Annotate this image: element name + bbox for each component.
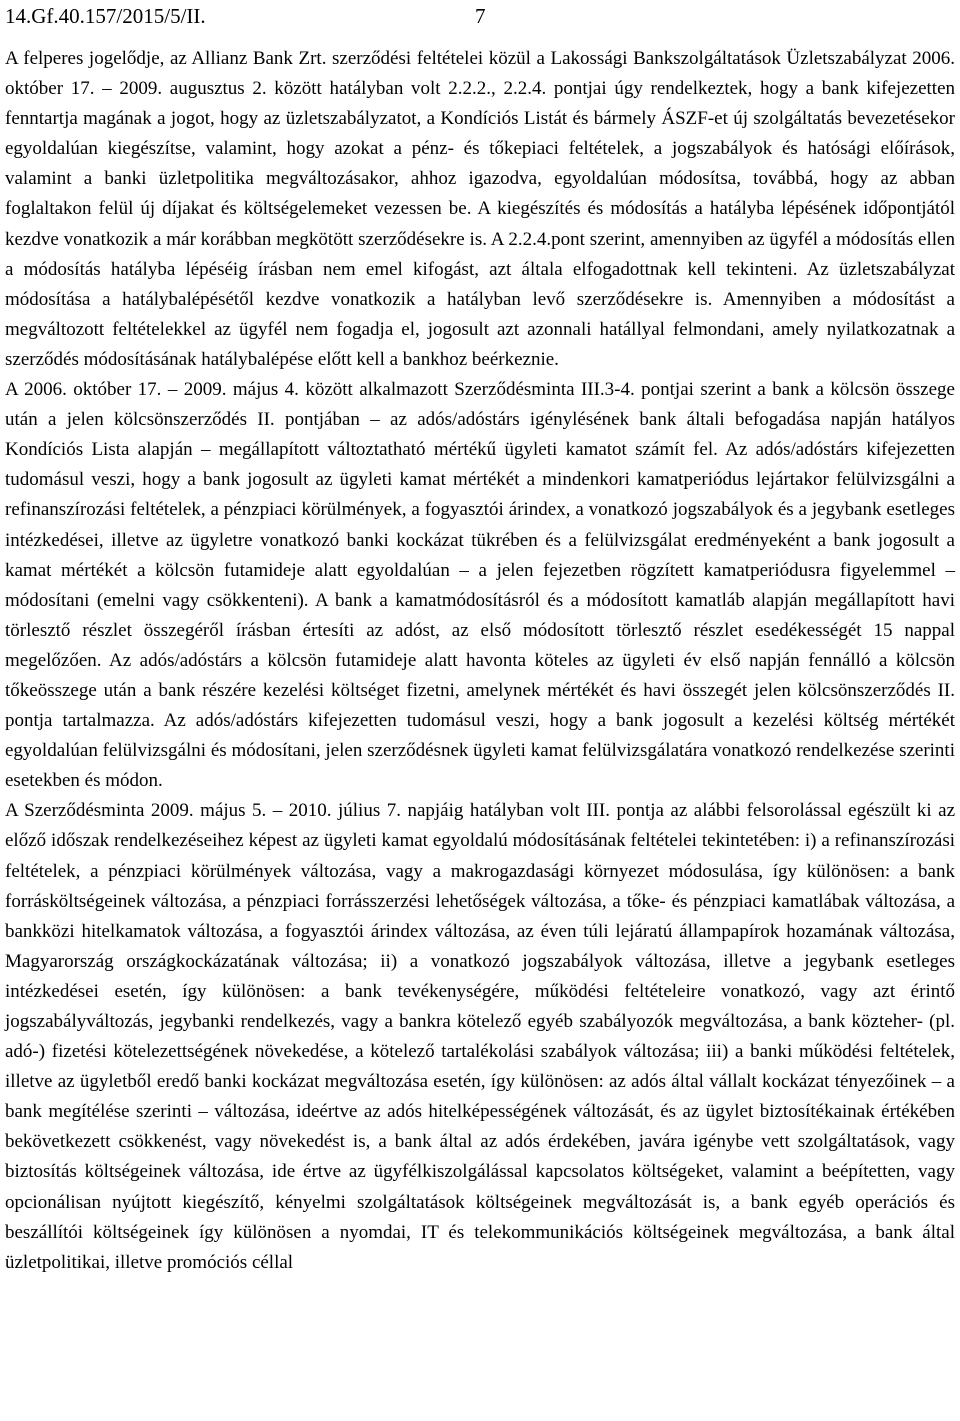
paragraph: A Szerződésminta 2009. május 5. – 2010. július 7. napjáig hatályban volt III. pontja az alábbi felsorolással egészült ki az előző időszak rendelkezéseihez képest az ügyleti kamat egyoldalú módosításának feltételei tekintetében: i) a refinanszírozási feltételek, a pénzpiaci körülmények változása, vagy a makrogazdasági környezet módosulása, így különösen: a bank forrásköltségeinek változása, a pénzpiaci forrásszerzési lehetőségek változása, a tőke- és pénzpiaci kamatlábak változása, a bankközi hitelkamatok változása, a fogyasztói árindex változása, az éven túli lejáratú állampapírok hozamának változása, Magyarország országkockázatának változása; ii) a vonatkozó jogszabályok változása, illetve a jegybank esetleges intézkedései esetén, így különösen: a bank tevékenységére, működési feltételeire vonatkozó, vagy azt érintő jogszabályváltozás, jegybanki rendelkezés, vagy a bankra kötelező egyéb szabályozók megváltozása, a bank közteher- (pl. adó-) fizetési kötelezettségének növekedése, a kötelező tartalékolási szabályok változása; iii) a banki működési feltételek, illetve az ügyletből eredő banki kockázat megváltozása esetén, így különösen: az adós által vállalt kockázat tényezőinek – a bank megítélése szerinti – változása, ideértve az adós hitelképességének változását, és az ügylet biztosítékainak értékében bekövetkezett csökkenést, vagy növekedést is, a bank által az adós érdekében, javára igénybe vett szolgáltatások, vagy biztosítás költségeinek változása, ide értve az ügyfélkiszolgálással kapcsolatos költségeket, valamint a beépítetten, vagy opcionálisan nyújtott kiegészítő, kényelmi szolgáltatások költségeinek megváltozását is, a bank egyéb operációs és beszállítói költségeinek így különösen a nyomdai, IT és telekommunikációs költségeinek megváltozása, a bank által üzletpolitikai, illetve promóciós céllal: [5, 800, 955, 1273]
paragraph: A felperes jogelődje, az Allianz Bank Zrt. szerződési feltételei közül a Lakossági Bankszolgáltatások Üzletszabályzat 2006. október 17. – 2009. augusztus 2. között hatályban volt 2.2.2., 2.2.4. pontjai úgy rendelkeztek, hogy a bank kifejezetten fenntartja magának a jogot, hogy az üzletszabályzatot, a Kondíciós Listát és bármely ÁSZF-et új szolgáltatás bevezetésekor egyoldalúan kiegészítse, valamint, hogy azokat a pénz- és tőkepiaci feltételek, a jogszabályok és hatósági előírások, valamint a banki üzletpolitika megváltozásakor, ahhoz igazodva, egyoldalúan módosítsa, továbbá, hogy az abban foglaltakon felül új díjakat és költségelemeket vezessen be. A kiegészítés és módosítás a hatályba lépésének időpontjától kezdve vonatkozik a már korábban megkötött szerződésekre is. A 2.2.4.pont szerint, amennyiben az ügyfél a módosítás ellen a módosítás hatályba lépéséig írásban nem emel kifogást, azt általa elfogadottnak kell tekinteni. Az üzletszabályzat módosítása a hatálybalépésétől kezdve vonatkozik a hatályban levő szerződésekre is. Amennyiben a módosítást a megváltozott feltételekkel az ügyfél nem fogadja el, jogosult azt azonnali hatállyal felmondani, amely nyilatkozatnak a szerződés módosításának hatálybalépése előtt kell a bankhoz beérkeznie.: [5, 48, 955, 370]
document-body: [5, 44, 955, 1278]
paragraph: A 2006. október 17. – 2009. május 4. között alkalmazott Szerződésminta III.3-4. pontjai szerint a bank a kölcsön összege után a jelen kölcsönszerződés II. pontjában – az adós/adóstárs igénylésének bank általi befogadása napján hatályos Kondíciós Lista alapján – megállapított változtatható mértékű ügyleti kamatot számít fel. Az adós/adóstárs kifejezetten tudomásul veszi, hogy a bank jogosult az ügyleti kamat mértékét a mindenkori kamatperiódus lejártakor felülvizsgálni a refinanszírozási feltételek, a pénzpiaci körülmények, a fogyasztói árindex, a vonatkozó jogszabályok és a jegybank esetleges intézkedései, illetve az ügyletre vonatkozó banki kockázat tükrében és a felülvizsgálat eredményeként a bank jogosult a kamat mértékét a kölcsön futamideje alatt egyoldalúan – a jelen fejezetben rögzített kamatperiódusra figyelemmel – módosítani (emelni vagy csökkenteni). A bank a kamatmódosításról és a módosított kamatláb alapján megállapított havi törlesztő részlet összegéről írásban értesíti az adóst, az első módosított törlesztő részlet esedékességét 15 nappal megelőzően. Az adós/adóstárs a kölcsön futamideje alatt havonta köteles az ügyleti év első napján fennálló a kölcsön tőkeösszege után a bank részére kezelési költséget fizetni, amelynek mértékét és havi összegét jelen kölcsönszerződés II. pontja tartalmazza. Az adós/adóstárs kifejezetten tudomásul veszi, hogy a bank jogosult a kezelési költség mértékét egyoldalúan felülvizsgálni és módosítani, jelen szerződésnek ügyleti kamat felülvizsgálatára vonatkozó rendelkezése szerinti esetekben és módon.: [5, 379, 955, 792]
page-number: 7: [475, 4, 486, 28]
page-header: [5, 2, 735, 30]
case-number: 14.Gf.40.157/2015/5/II.: [5, 4, 206, 28]
